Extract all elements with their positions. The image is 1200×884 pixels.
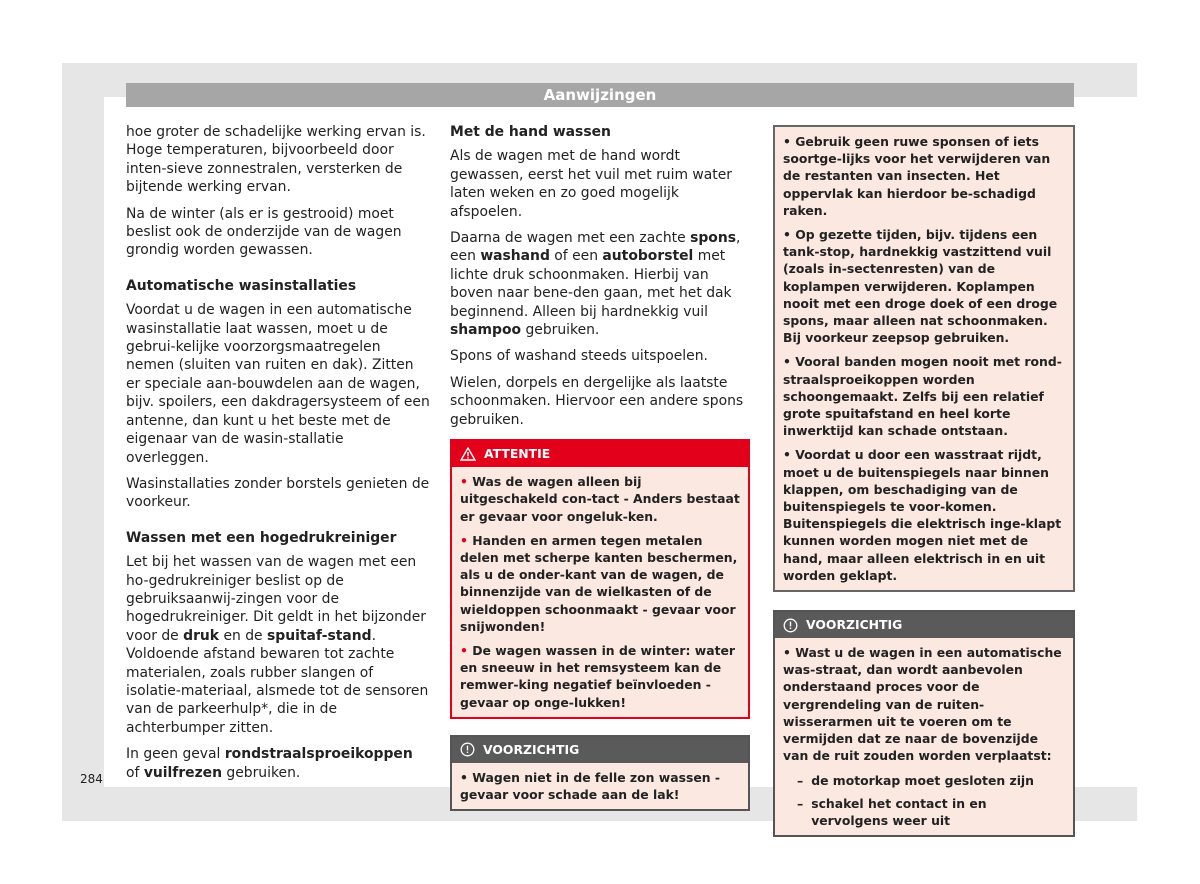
text-run: gebruiken.	[222, 764, 301, 781]
bold-term: druk	[183, 627, 220, 644]
list-item-text: Handen en armen tegen metalen delen met scherpe kanten beschermen, als u de onder-kant van de wagen, de binnenzijde van de wielkasten of de wieldoppen schoonmaakt - gevaar voor snijwonden!	[460, 532, 738, 634]
list-item-text: Was de wagen alleen bij uitgeschakeld con-tact - Anders bestaat er gevaar voor ongeluk-ken.	[460, 474, 740, 524]
bold-term: spons	[690, 230, 736, 247]
text-run: Daarna de wagen met een zachte	[450, 230, 691, 247]
attention-title: ATTENTIE	[484, 446, 551, 462]
text-run: . Voldoende afstand bewaren tot zachte materialen, zoals rubber slangen of isolatie-materiaal, alsmede tot de sensoren van de parkeerhulp*, die in de achterbumper zitten.	[126, 627, 429, 736]
dash-item: – schakel het contact in en vervolgens weer uit	[783, 795, 1065, 829]
warning-triangle-icon	[460, 447, 476, 461]
list-item-text: De wagen wassen in de winter: water en sneeuw in het remsysteem kan de remwer-king negatief beïnvloeden - gevaar op onge-lukken!	[460, 642, 736, 710]
caution-box	[450, 735, 750, 811]
info-circle-icon	[460, 742, 475, 757]
paragraph: Wasinstallaties zonder borstels genieten de voorkeur.	[126, 475, 430, 511]
list-item-text: Voordat u door een wasstraat rijdt, moet u de buitenspiegels naar binnen klappen, om beschadiging van de buitenspiegels te voor-komen. Buitenspiegels die elektrisch inge-klapt kunnen worden mogen niet met de hand, maar alleen elektrisch in en uit worden geklapt.	[783, 447, 1062, 583]
paragraph: Na de winter (als er is gestrooid) moet beslist ook de onderzijde van de wagen grondig worden gewassen.	[126, 205, 402, 259]
paragraph: Wielen, dorpels en dergelijke als laatste schoonmaken. Hiervoor een andere spons gebruiken.	[450, 374, 744, 428]
notes-box	[773, 125, 1075, 592]
text-run: In geen geval	[126, 746, 225, 763]
notes-content	[775, 127, 1073, 590]
caution-title: VOORZICHTIG	[483, 741, 580, 757]
caution-header	[452, 737, 748, 763]
list-item: • Voordat u door een wasstraat rijdt, moet u de buitenspiegels naar binnen klappen, om beschadiging van de buitenspiegels te voor-komen. Buitenspiegels die elektrisch inge-klapt kunnen worden mogen niet met de hand, maar alleen elektrisch in en uit worden geklapt.	[783, 447, 1062, 583]
attention-content	[452, 467, 748, 717]
list-item-text: Vooral banden mogen nooit met rond-straalsproeikoppen worden schoongemaakt. Zelfs bij een relatief grote spuitafstand en heel korte inwerktijd kan schade ontstaan.	[783, 354, 1062, 439]
text-run: Let bij het wassen van de wagen met een ho-gedrukreiniger beslist op de gebruiksaanwij-zingen voor de hogedrukreiniger. Dit geldt in het bijzonder voor de	[126, 554, 426, 644]
text-run: of	[126, 764, 144, 781]
list-item-text: Gebruik geen ruwe sponsen of iets soortge-lijks voor het verwijderen van de restanten van insecten. Het oppervlak kan hierdoor be-schadigd raken.	[783, 134, 1051, 218]
column-1	[126, 123, 430, 790]
list-item: • Wast u de wagen in een automatische was-straat, dan wordt aanbevolen onderstaand proces voor de vergrendeling van de ruiten-wisserarmen uit te voeren om te vermijden dat ze naar de bovenzijde van de ruit zouden worden verplaatst:	[783, 645, 1062, 764]
heading-hand-wash: Met de hand wassen	[450, 124, 611, 140]
paragraph: Voordat u de wagen in een automatische wasinstallatie laat wassen, moet u de gebrui-kelijke voorzorgsmaatregelen nemen (sluiten van ruiten en dak). Zitten er speciale aan-bouwdelen aan de wagen, bijv. spoilers, een dakdragersysteem of een antenne, dan kunt u het beste met de eigenaar van de wasin-stallatie overleggen.	[126, 302, 430, 466]
caution-content	[452, 763, 748, 809]
section-header: Aanwijzingen	[126, 83, 1074, 107]
column-2	[450, 123, 750, 811]
paragraph	[126, 745, 430, 782]
dash-item-text: schakel het contact in en vervolgens weer uit	[811, 795, 987, 828]
heading-auto-wash: Automatische wasinstallaties	[126, 277, 357, 294]
list-item: • Handen en armen tegen metalen delen met scherpe kanten beschermen, als u de onder-kant van de wagen, de binnenzijde van de wielkasten of de wieldoppen schoonmaakt - gevaar voor snijwonden!	[460, 532, 738, 634]
attention-header	[452, 441, 748, 467]
paragraph	[126, 553, 430, 737]
list-item: • Vooral banden mogen nooit met rond-straalsproeikoppen worden schoongemaakt. Zelfs bij een relatief grote spuitafstand en heel korte inwerktijd kan schade ontstaan.	[783, 354, 1062, 439]
text-run: en de	[219, 627, 268, 644]
bold-term: washand	[480, 248, 550, 265]
text-run: gebruiken.	[521, 322, 600, 339]
paragraph: Spons of washand steeds uitspoelen.	[450, 348, 708, 365]
list-item: • Op gezette tijden, bijv. tijdens een tank-stop, hardnekkig vastzittend vuil (zoals in-sectenresten) van de koplampen verwijderen. Koplampen nooit met een droge doek of een droge spons, maar alleen nat schoonmaken. Bij voorkeur zeepsop gebruiken.	[783, 227, 1058, 346]
text-run: met lichte druk schoonmaken. Hierbij van boven naar bene-den gaan, met het dak beginnend. Alleen bij hardnekkig vuil	[450, 248, 732, 320]
heading-high-pressure: Wassen met een hogedrukreiniger	[126, 529, 397, 546]
list-item-text: Wagen niet in de felle zon wassen - gevaar voor schade aan de lak!	[460, 769, 721, 802]
column-3	[773, 125, 1075, 837]
caution-title: VOORZICHTIG	[806, 617, 903, 633]
caution-content	[775, 638, 1073, 835]
paragraph	[450, 229, 750, 339]
caution-box-2	[773, 610, 1075, 837]
dash-item-text: de motorkap moet gesloten zijn	[811, 772, 1035, 788]
bold-term: rondstraalsproeikoppen	[224, 746, 413, 763]
bold-term: vuilfrezen	[143, 764, 222, 781]
list-item: • Gebruik geen ruwe sponsen of iets soortge-lijks voor het verwijderen van de restanten van insecten. Het oppervlak kan hierdoor be-schadigd raken.	[783, 134, 1051, 218]
bold-term: autoborstel	[602, 248, 694, 265]
dash-item: – de motorkap moet gesloten zijn	[797, 772, 1035, 788]
text-run: of een	[549, 248, 603, 265]
caution-header	[775, 612, 1073, 638]
info-circle-icon	[783, 618, 798, 633]
attention-box	[450, 439, 750, 719]
bold-term: shampoo	[450, 322, 522, 339]
paragraph: Als de wagen met de hand wordt gewassen, eerst het vuil met ruim water laten weken en zo goed mogelijk afspoelen.	[450, 148, 732, 220]
list-item: • Was de wagen alleen bij uitgeschakeld con-tact - Anders bestaat er gevaar voor ongeluk-ken.	[460, 474, 740, 524]
paragraph: hoe groter de schadelijke werking ervan is. Hoge temperaturen, bijvoorbeeld door inten-sieve zonnestralen, versterken de bijtende werking ervan.	[126, 124, 426, 196]
bold-term: spuitaf-stand	[267, 627, 372, 644]
list-item: • Wagen niet in de felle zon wassen - gevaar voor schade aan de lak!	[460, 769, 721, 802]
list-item-text: Wast u de wagen in een automatische was-straat, dan wordt aanbevolen onderstaand proces voor de vergrendeling van de ruiten-wisserarmen uit te voeren om te vermijden dat ze naar de bovenzijde van de ruit zouden worden verplaatst:	[783, 645, 1062, 764]
list-item: • De wagen wassen in de winter: water en sneeuw in het remsysteem kan de remwer-king negatief beïnvloeden - gevaar op onge-lukken!	[460, 642, 736, 710]
text-run: , een	[450, 230, 741, 265]
list-item-text: Op gezette tijden, bijv. tijdens een tank-stop, hardnekkig vastzittend vuil (zoals in-sectenresten) van de koplampen verwijderen. Koplampen nooit met een droge doek of een droge spons, maar alleen nat schoonmaken. Bij voorkeur zeepsop gebruiken.	[783, 227, 1058, 346]
page-number: 284	[80, 772, 103, 786]
